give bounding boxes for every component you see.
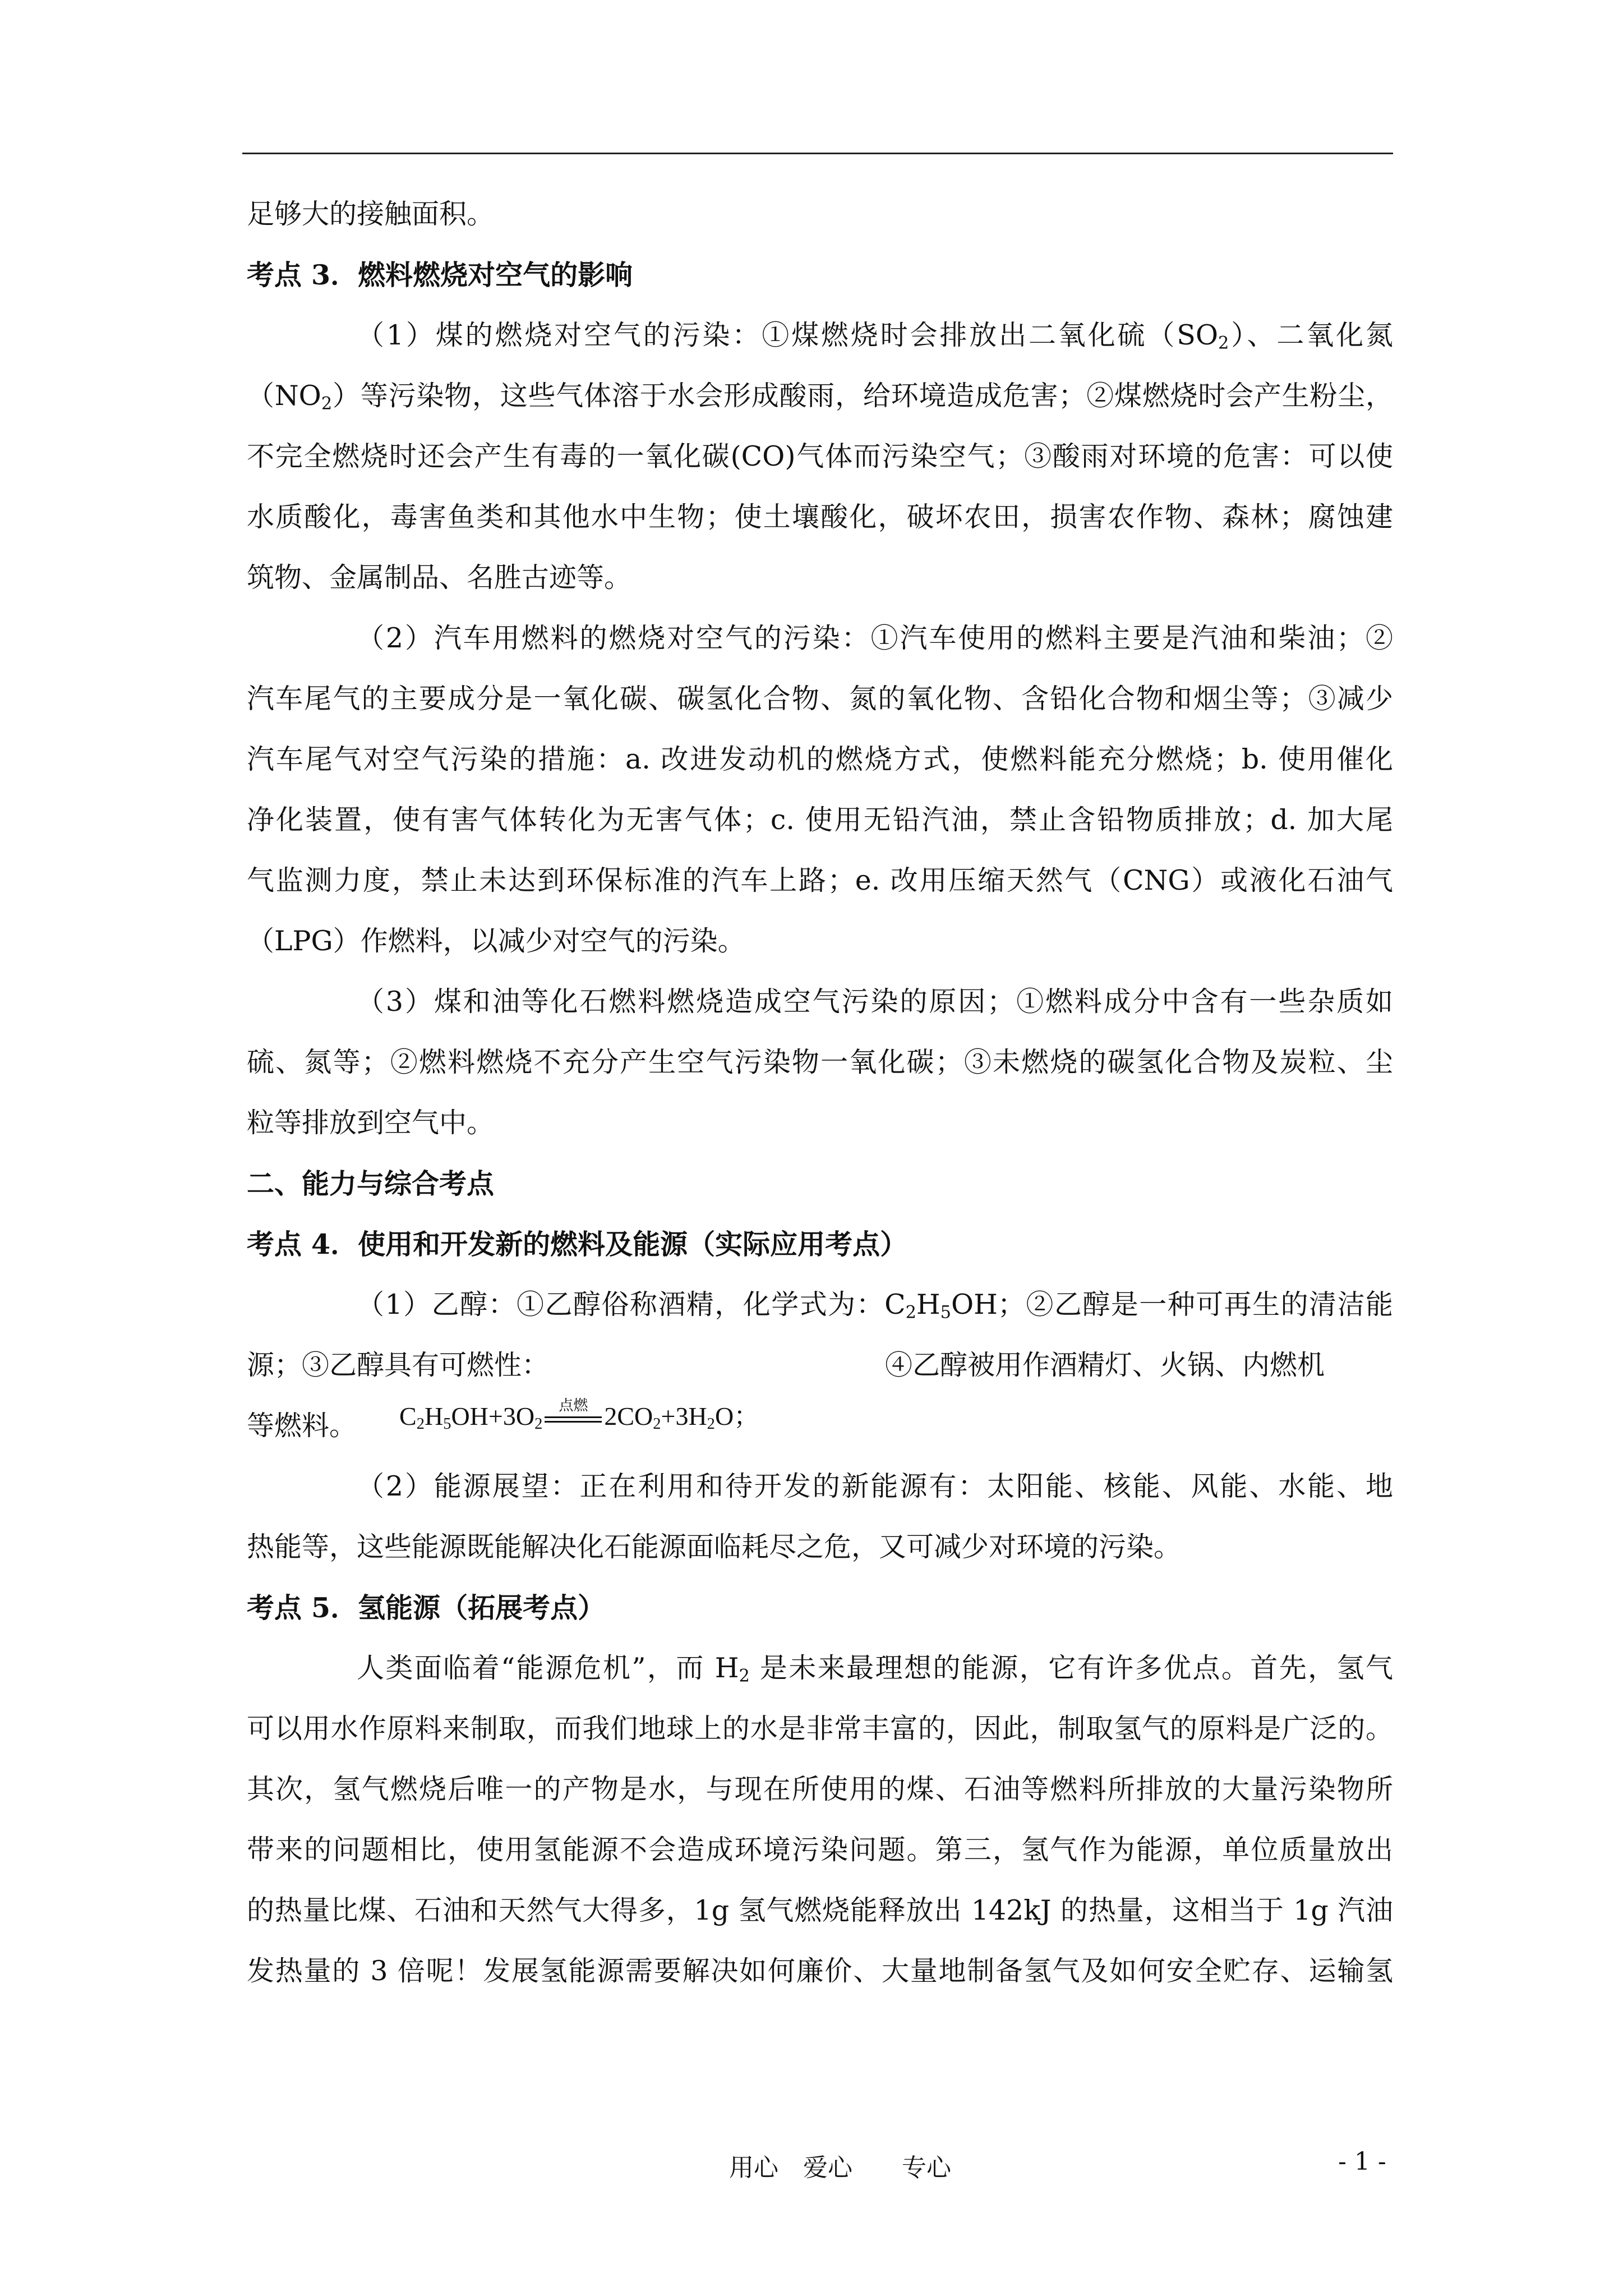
- paragraph-line: 粒等排放到空气中。: [247, 1107, 495, 1139]
- paragraph-line: （1）煤的燃烧对空气的污染：①煤燃烧时会排放出二氧化硫$(SO_2)$、二氧化氮: [357, 319, 1393, 353]
- header-rule: [242, 153, 1393, 154]
- paragraph-line: 净化装置，使有害气体转化为无害气体；c. 使用无铅汽油，禁止含铅物质排放；d. 加大尾: [247, 804, 1393, 836]
- paragraph-line: 的热量比煤、石油和天然气大得多，1g 氢气燃烧能释放出 142kJ 的热量，这相当于 1g 汽油: [247, 1894, 1393, 1926]
- paragraph-line: 热能等，这些能源既能解决化石能源面临耗尽之危，又可减少对环境的污染。: [247, 1531, 1182, 1563]
- paragraph-line: 等燃料。: [247, 1410, 357, 1442]
- paragraph-line: （2）汽车用燃料的燃烧对空气的污染：①汽车使用的燃料主要是汽油和柴油；②: [357, 622, 1393, 654]
- section-heading: 二、能力与综合考点: [247, 1167, 495, 1200]
- paragraph-line: 发热量的 3 倍呢！发展氢能源需要解决如何廉价、大量地制备氢气及如何安全贮存、运输氢: [247, 1955, 1393, 1987]
- reaction-condition: 点燃: [559, 1397, 588, 1414]
- paragraph-line: 其次，氢气燃烧后唯一的产物是水，与现在所使用的煤、石油等燃料所排放的大量污染物所: [247, 1773, 1393, 1805]
- section-heading: 考点 3．燃料燃烧对空气的影响: [247, 259, 633, 291]
- paragraph-line: 人类面临着“能源危机”，而 $H_2$ 是未来最理想的能源，它有许多优点。首先，氢气: [357, 1652, 1393, 1686]
- paragraph-line: 源；③乙醇具有可燃性： ④乙醇被用作酒精灯、火锅、内燃机: [247, 1349, 1325, 1381]
- footer-motto: 用心 爱心 专心: [729, 2154, 951, 2182]
- paragraph-line: 带来的问题相比，使用氢能源不会造成环境污染问题。第三，氢气作为能源，单位质量放出: [247, 1834, 1393, 1866]
- paragraph-line: 硫、氮等；②燃料燃烧不充分产生空气污染物一氧化碳；③未燃烧的碳氢化合物及炭粒、尘: [247, 1046, 1393, 1078]
- reaction-arrow: [542, 1397, 604, 1424]
- paragraph-line: （3）煤和油等化石燃料燃烧造成空气污染的原因；①燃料成分中含有一些杂质如: [357, 986, 1393, 1018]
- chemical-equation: $C_2H_5OH+3O_2$ 点燃 $2CO_2+3H_2O$；: [399, 1396, 759, 1433]
- paragraph-line: $(NO_2)$等污染物，这些气体溶于水会形成酸雨，给环境造成危害；②煤燃烧时会产生粉尘，: [247, 380, 1393, 414]
- paragraph-line: 水质酸化，毒害鱼类和其他水中生物；使土壤酸化，破坏农田，损害农作物、森林；腐蚀建: [247, 501, 1393, 533]
- text-block-1: [247, 184, 1393, 2001]
- section-heading: 考点 4．使用和开发新的燃料及能源（实际应用考点）: [247, 1228, 908, 1260]
- section-heading: 考点 5．氢能源（拓展考点）: [247, 1591, 606, 1624]
- paragraph-line: 汽车尾气的主要成分是一氧化碳、碳氢化合物、氮的氧化物、含铅化合物和烟尘等；③减少: [247, 683, 1393, 715]
- paragraph-line: 足够大的接触面积。: [247, 198, 495, 230]
- paragraph-line: （2）能源展望：正在利用和待开发的新能源有：太阳能、核能、风能、水能、地: [357, 1470, 1393, 1502]
- page-number: - 1 -: [1338, 2147, 1386, 2176]
- paragraph-line: 汽车尾气对空气污染的措施：a. 改进发动机的燃烧方式，使燃料能充分燃烧；b. 使用催化: [247, 743, 1393, 775]
- paragraph-line: 筑物、金属制品、名胜古迹等。: [247, 562, 632, 593]
- paragraph-line: 气监测力度，禁止未达到环保标准的汽车上路；e. 改用压缩天然气（CNG）或液化石油气: [247, 864, 1393, 896]
- paragraph-line: 可以用水作原料来制取，而我们地球上的水是非常丰富的，因此，制取氢气的原料是广泛的。: [247, 1713, 1393, 1745]
- paragraph-line: （LPG）作燃料，以减少对空气的污染。: [247, 925, 745, 957]
- paragraph-line: （1）乙醇：①乙醇俗称酒精，化学式为：$C_2H_5OH$；②乙醇是一种可再生的清洁能: [357, 1289, 1393, 1323]
- paragraph-line: 不完全燃烧时还会产生有毒的一氧化碳(CO)气体而污染空气；③酸雨对环境的危害：可以使: [247, 440, 1393, 472]
